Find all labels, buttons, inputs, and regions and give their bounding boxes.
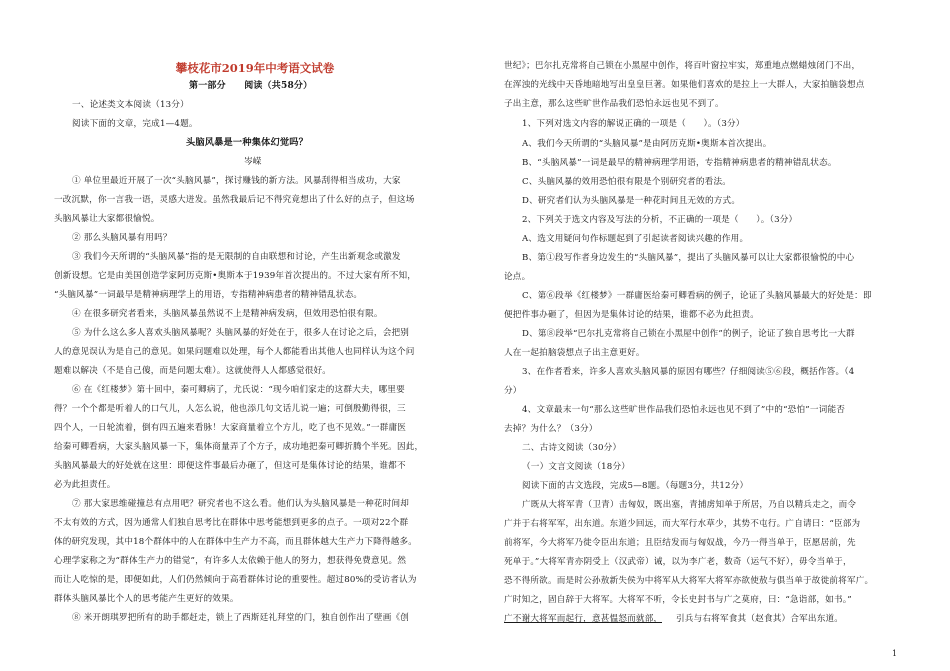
text-line: 而让人吃惊的是，即便如此，人们仍然倾向于高看群体讨论的重要性。超过80%的受访者认为 [54, 575, 417, 585]
text-line: 人的意见误认为是自己的意见。如果问题难以处理，每个人都能看出其他人也同样认为这个问 [54, 347, 415, 357]
question-1-option-c: C、头脑风暴的效用恐怕很有限是个别研究者的看法。 [522, 177, 732, 187]
question-1-option-d: D、研究者们认为头脑风暴是一种花时间且无效的方式。 [522, 196, 741, 206]
section-heading: 二、古诗文阅读（30分） [522, 443, 622, 453]
text-line: 子出主意，那么这些旷世作品我们恐怕永远也见不到了。 [504, 99, 724, 109]
text-line: ⑤ 为什么这么多人喜欢头脑风暴呢？头脑风暴的好处在于，很多人在讨论之后，会把别 [72, 328, 410, 338]
text-line: 群体头脑风暴比个人的思考能产生更好的效果。 [54, 594, 239, 604]
text-line: 得？一个个都是听着人的口气儿，人怎么说，他也添几句文话儿说一遍；可倒殷勤得很，三 [54, 404, 406, 414]
text-line: 便把件事办砸了，但因为是集体讨论的结果，谁都不必为此担责。 [504, 310, 760, 320]
subsection-heading: （一）文言文阅读（18分） [522, 462, 631, 472]
text-line: ⑧ 米开朗琪罗把所有的助手都赶走，锁上了西斯廷礼拜堂的门，独自创作出了壁画《创 [72, 613, 410, 623]
text-line: 前将军，今大将军乃徙令臣出东道；且臣结发而与匈奴战，今乃一得当单于，臣愿居前，先 [504, 538, 856, 548]
question-1: 1、下列对选文内容的解说正确的一项是（ ）。（3分） [522, 119, 745, 129]
text-line: ② 那么头脑风暴有用吗？ [72, 233, 172, 243]
text-line: 广既从大将军青（卫青）击匈奴，既出塞，青捕虏知单于所居，乃自以精兵走之，而令 [522, 500, 857, 510]
text-line: 创新设想。它是由美国创造学家阿历克斯•奥斯本于1939年首次提出的。不过大家有所不知， [54, 271, 417, 281]
text-line: 给秦可卿看病，大家头脑风暴一下，集体商量弄了个方子，成功地把秦可卿折腾个半死。因此， [54, 442, 424, 452]
text-line: 人在一起拍脑袋想点子出主意更好。 [504, 348, 645, 358]
text-line: 题难以解决（不是自己傻，而是问题太难）。这就使得人人都感觉很好。 [54, 366, 332, 376]
question-1-option-a: A、我们今天所谓的“头脑风暴”是由阿历克斯•奥斯本首次提出。 [522, 139, 772, 149]
text-line: 论点。 [504, 272, 531, 282]
text-line: 头脑风暴让大家都很愉悦。 [54, 214, 160, 224]
text-line: 心理学家称之为“群体生产力的错觉”，有许多人太依赖于他人的努力，想获得免费意见。然 [54, 556, 407, 566]
exam-title: 攀枝花市2019年中考语文试卷 [175, 61, 335, 75]
text-line: 一改沉默，你一言我一语，灵感大迸发。虽然我最后记不得究竟想出了什么好的点子，但这场 [54, 195, 415, 205]
underlined-sentence: 广不谢大将军而起行，意甚愠怒而就部， [504, 614, 663, 624]
question-2-option-d: D、第⑧段举“巴尔扎克常将自己锁在小黑屋中创作”的例子，论证了独自思考比一大群 [522, 329, 855, 339]
article-author: 岑嵘 [244, 157, 262, 167]
question-2-option-b: B、第①段写作者身边发生的“头脑风暴”，提出了头脑风暴可以让大家都很愉悦的中心 [522, 253, 855, 263]
text-line: ④ 在很多研究者看来，头脑风暴虽然说不上是精神病发病，但效用恐怕很有限。 [72, 309, 383, 319]
text-line: ⑦ 那大家思维碰撞总有点用吧？研究者也不这么看。他们认为头脑风暴是一种花时间却 [72, 499, 410, 509]
question-1-option-b: B、“头脑风暴”一词是最早的精神病理学用语，专指精神病患者的精神错乱状态。 [522, 158, 837, 168]
text-line: 去掉？为什么？（3分） [504, 424, 598, 434]
text-line: 头脑风暴最大的好处就在这里：即便这件事最后办砸了，但这可是集体讨论的结果，谁都不 [54, 461, 406, 471]
page-number: 1 [892, 649, 898, 658]
instruction-line: 阅读下面的古文选段，完成5—8题。（每题3分，共12分） [522, 481, 749, 491]
question-4: 4、文章最末一句“那么这些旷世作品我们恐怕永远也见不到了”中的“恐怕”一词能否 [522, 405, 846, 415]
part-heading: 第一部分 阅读（共58分） [189, 81, 313, 91]
text-line: ① 单位里最近开展了一次“头脑风暴”，探讨赚钱的新方法。风暴刮得相当成功，大家 [72, 176, 401, 186]
text-line: 引兵与右将军食其（赵食其）合军出东道。 [676, 614, 844, 624]
text-line: 死单于。”大将军青亦阴受上（汉武帝）诫，以为李广老，数奇（运气不好），毋令当单于， [504, 557, 852, 567]
text-line: 恐不得所欲。而是时公孙敖新失侯为中将军从大将军大将军亦欲使敖与俱当单于故徙前将军广。 [504, 576, 874, 586]
question-3: 3、在作者看来，许多人喜欢头脑风暴的原因有哪些？仔细阅读⑤⑥段，概括作答。（4 [522, 367, 855, 377]
text-line: ③ 我们今天所谓的“头脑风暴”指的是无限制的自由联想和讨论，产生出新观念或激发 [72, 252, 401, 262]
article-title: 头脑风暴是一种集体幻觉吗？ [186, 137, 309, 148]
text-line: 分） [504, 386, 522, 396]
text-line: 广时知之，固自辞于大将军。大将军不听，令长史封书与广之莫府，曰：“急诣部，如书。” [504, 595, 852, 605]
text-line: 必为此担责任。 [54, 480, 116, 490]
text-line: ⑥ 在《红楼梦》第十回中，秦可卿病了，尤氏说：“现今咱们家走的这群大夫，哪里要 [72, 385, 405, 395]
question-2-option-a: A、选文用疑问句作标题起到了引起读者阅读兴趣的作用。 [522, 234, 749, 244]
text-line: “头脑风暴”一词最早是精神病理学上的用语，专指精神病患者的精神错乱状态。 [54, 290, 363, 300]
right-column [480, 0, 950, 671]
text-line: 四个人，一日轮流着，倒有四五遍来看脉！大家商量着立个方儿，吃了也不见效。”一群庸医 [54, 423, 407, 433]
text-line: 世纪》；巴尔扎克常将自己锁在小黑屋中创作，将百叶窗拉牢实，郑重地点燃蜡烛闭门不出， [504, 61, 861, 71]
text-line: 在浑浊的光线中天昏地暗地写出皇皇巨著。如果他们喜欢的是拉上一大群人，大家拍脑袋想点 [504, 80, 865, 90]
question-2: 2、下列关于选文内容及写法的分析，不正确的一项是（ ）。（3分） [522, 215, 798, 225]
text-line: 体的研究发现，其中18个群体中的人在群体中生产力不高，而且群体越大生产力下降得越多。 [54, 537, 418, 547]
section-heading: 一、论述类文本阅读（13分） [72, 100, 189, 110]
instruction-line: 阅读下面的文章，完成1—4题。 [72, 119, 198, 129]
text-line: 广并于右将军军，出东道。东道少回远，而大军行水草少，其势不屯行。广自请曰：“臣部为 [504, 519, 861, 529]
question-2-option-c: C、第⑥段举《红楼梦》一群庸医给秦可卿看病的例子，论证了头脑风暴最大的好处是：即 [522, 291, 872, 301]
text-line: 不太有效的方式，因为通常人们独自思考比在群体中思考能想到更多的点子。一项对22个群 [54, 518, 409, 528]
